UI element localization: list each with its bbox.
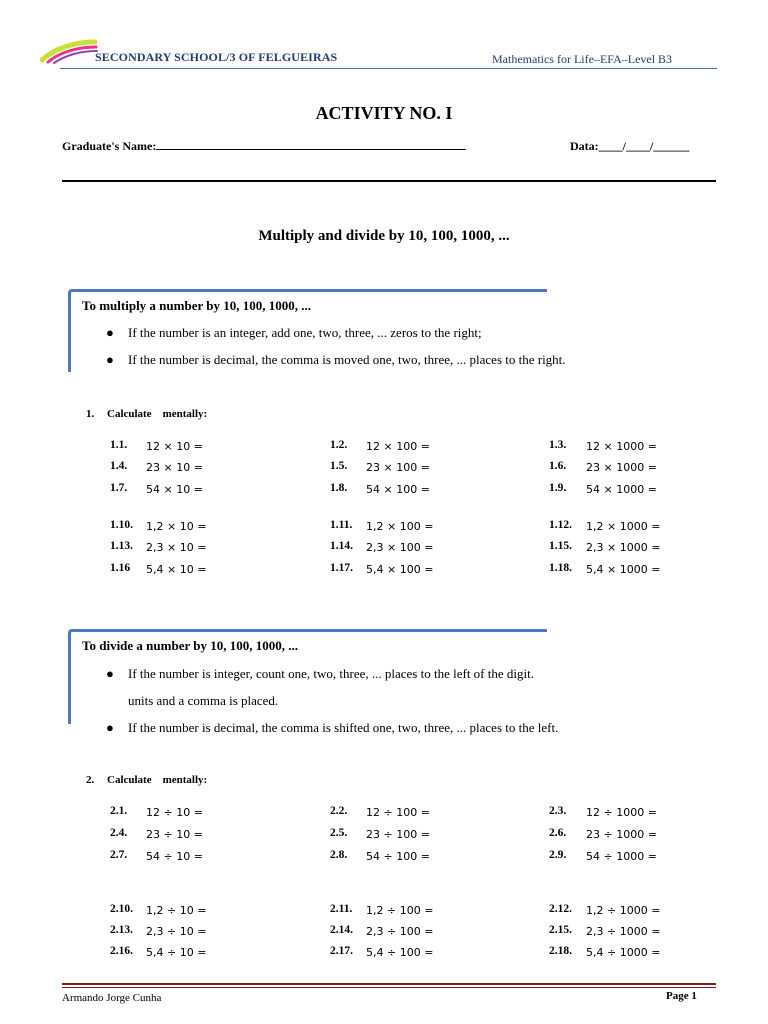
exercise-1-item-expression: 1,2 × 1000 = xyxy=(586,520,661,533)
exercise-2-item-label: 2.1. xyxy=(110,805,128,817)
exercise-2-item-expression: 1,2 ÷ 1000 = xyxy=(586,904,661,917)
exercise-2-item-expression: 54 ÷ 10 = xyxy=(146,850,203,863)
exercise-2-item-label: 2.8. xyxy=(330,849,348,861)
exercise-2-item-expression: 5,4 ÷ 1000 = xyxy=(586,946,661,959)
exercise-2-item-label: 2.18. xyxy=(549,945,572,957)
exercise-1-item-label: 1.3. xyxy=(549,439,567,451)
exercise-2-item-label: 2.4. xyxy=(110,827,128,839)
title-divider xyxy=(62,180,716,182)
multiply-bullet-2: If the number is decimal, the comma is moved one, two, three, ... places to the right. xyxy=(128,352,566,367)
exercise-2-item-expression: 2,3 ÷ 100 = xyxy=(366,925,434,938)
exercise-2-heading: Calculate mentally: xyxy=(107,774,208,786)
exercise-2-item-expression: 5,4 ÷ 10 = xyxy=(146,946,207,959)
exercise-1-item-expression: 5,4 × 1000 = xyxy=(586,563,661,576)
exercise-2-item-label: 2.14. xyxy=(330,924,353,936)
exercise-1-item-expression: 23 × 10 = xyxy=(146,461,203,474)
course-name: Mathematics for Life–EFA–Level B3 xyxy=(492,52,673,66)
bullet-icon: ● xyxy=(106,720,114,735)
exercise-1-item-label: 1.6. xyxy=(549,460,567,472)
footer-divider xyxy=(62,983,716,985)
footer-page-number: Page 1 xyxy=(666,990,697,1002)
page-title: ACTIVITY NO. I xyxy=(315,103,453,123)
exercise-2-item-expression: 1,2 ÷ 10 = xyxy=(146,904,207,917)
exercise-1-item-label: 1.1. xyxy=(110,439,128,451)
exercise-2-item-label: 2.15. xyxy=(549,924,572,936)
exercise-2-item-label: 2.7. xyxy=(110,849,128,861)
name-underline xyxy=(156,139,466,150)
bullet-icon: ● xyxy=(106,666,114,681)
exercise-2-item-label: 2.6. xyxy=(549,827,567,839)
exercise-1-item-label: 1.18. xyxy=(549,562,572,574)
section-subtitle: Multiply and divide by 10, 100, 1000, ... xyxy=(258,228,510,244)
exercise-2-number: 2. xyxy=(86,774,95,786)
exercise-1-item-label: 1.7. xyxy=(110,482,128,494)
exercise-2-item-expression: 12 ÷ 10 = xyxy=(146,806,203,819)
footer-author: Armando Jorge Cunha xyxy=(62,992,162,1004)
exercise-2-item-expression: 2,3 ÷ 10 = xyxy=(146,925,207,938)
exercise-1-item-expression: 23 × 1000 = xyxy=(586,461,657,474)
exercise-2-item-expression: 54 ÷ 1000 = xyxy=(586,850,657,863)
exercise-1-item-label: 1.9. xyxy=(549,482,567,494)
exercise-1-item-label: 1.8. xyxy=(330,482,348,494)
exercise-2-item-expression: 23 ÷ 1000 = xyxy=(586,828,657,841)
exercise-2-item-label: 2.3. xyxy=(549,805,567,817)
exercise-2-item-label: 2.9. xyxy=(549,849,567,861)
exercise-1-item-label: 1.13. xyxy=(110,540,133,552)
exercise-2-item-expression: 5,4 ÷ 100 = xyxy=(366,946,434,959)
header-divider xyxy=(60,68,717,69)
name-field[interactable] xyxy=(62,139,466,154)
exercise-2-item-expression: 23 ÷ 10 = xyxy=(146,828,203,841)
exercise-1-item-label: 1.17. xyxy=(330,562,353,574)
exercise-2-item-expression: 2,3 ÷ 1000 = xyxy=(586,925,661,938)
exercise-2-item-label: 2.16. xyxy=(110,945,133,957)
exercise-1-number: 1. xyxy=(86,408,95,420)
exercise-1-item-label: 1.10. xyxy=(110,519,133,531)
exercise-1-item-label: 1.11. xyxy=(330,519,353,531)
exercise-1-item-expression: 23 × 100 = xyxy=(366,461,430,474)
exercise-1-item-expression: 54 × 1000 = xyxy=(586,483,657,496)
exercise-1-item-expression: 1,2 × 10 = xyxy=(146,520,207,533)
exercise-1-item-label: 1.16 xyxy=(110,562,131,574)
footer-divider-thin xyxy=(62,987,716,988)
exercise-1-item-expression: 1,2 × 100 = xyxy=(366,520,434,533)
exercise-1-item-label: 1.12. xyxy=(549,519,572,531)
exercise-2-item-expression: 12 ÷ 1000 = xyxy=(586,806,657,819)
exercise-2-item-expression: 23 ÷ 100 = xyxy=(366,828,430,841)
exercise-1-heading: Calculate mentally: xyxy=(107,408,208,420)
exercise-2-item-label: 2.11. xyxy=(330,903,353,915)
exercise-2-item-expression: 54 ÷ 100 = xyxy=(366,850,430,863)
exercise-2-item-label: 2.13. xyxy=(110,924,133,936)
exercise-1-item-expression: 5,4 × 10 = xyxy=(146,563,207,576)
exercise-1-item-label: 1.5. xyxy=(330,460,348,472)
exercise-2-item-label: 2.2. xyxy=(330,805,348,817)
divide-bullet-2: If the number is decimal, the comma is shifted one, two, three, ... places to the left. xyxy=(128,720,559,735)
exercise-1-item-expression: 2,3 × 10 = xyxy=(146,541,207,554)
exercise-1-item-label: 1.14. xyxy=(330,540,353,552)
exercise-2-item-expression: 1,2 ÷ 100 = xyxy=(366,904,434,917)
exercise-1-item-expression: 12 × 100 = xyxy=(366,440,430,453)
exercise-1-item-expression: 2,3 × 1000 = xyxy=(586,541,661,554)
exercise-1-item-expression: 12 × 1000 = xyxy=(586,440,657,453)
school-logo-icon xyxy=(40,38,100,66)
exercise-1-item-label: 1.15. xyxy=(549,540,572,552)
bullet-icon: ● xyxy=(106,352,114,367)
exercise-2-item-label: 2.5. xyxy=(330,827,348,839)
exercise-2-item-label: 2.17. xyxy=(330,945,353,957)
multiply-bullet-1: If the number is an integer, add one, two, three, ... zeros to the right; xyxy=(128,325,482,340)
exercise-1-item-expression: 5,4 × 100 = xyxy=(366,563,434,576)
exercise-1-item-label: 1.2. xyxy=(330,439,348,451)
exercise-2-item-label: 2.12. xyxy=(549,903,572,915)
exercise-1-item-label: 1.4. xyxy=(110,460,128,472)
divide-box-title: To divide a number by 10, 100, 1000, ... xyxy=(82,638,298,653)
divide-bullet-1: If the number is integer, count one, two, three, ... places to the left of the digit. xyxy=(128,666,534,681)
exercise-1-item-expression: 2,3 × 100 = xyxy=(366,541,434,554)
multiply-box-title: To multiply a number by 10, 100, 1000, ... xyxy=(82,298,311,313)
date-field[interactable]: Data:____/____/______ xyxy=(570,139,690,153)
exercise-2-item-label: 2.10. xyxy=(110,903,133,915)
exercise-2-item-expression: 12 ÷ 100 = xyxy=(366,806,430,819)
bullet-icon: ● xyxy=(106,325,114,340)
exercise-1-item-expression: 12 × 10 = xyxy=(146,440,203,453)
divide-bullet-1-continued: units and a comma is placed. xyxy=(128,693,279,708)
school-name: SECONDARY SCHOOL/3 OF FELGUEIRAS xyxy=(95,50,338,64)
name-label: Graduate's Name: xyxy=(62,139,157,153)
exercise-1-item-expression: 54 × 100 = xyxy=(366,483,430,496)
exercise-1-item-expression: 54 × 10 = xyxy=(146,483,203,496)
